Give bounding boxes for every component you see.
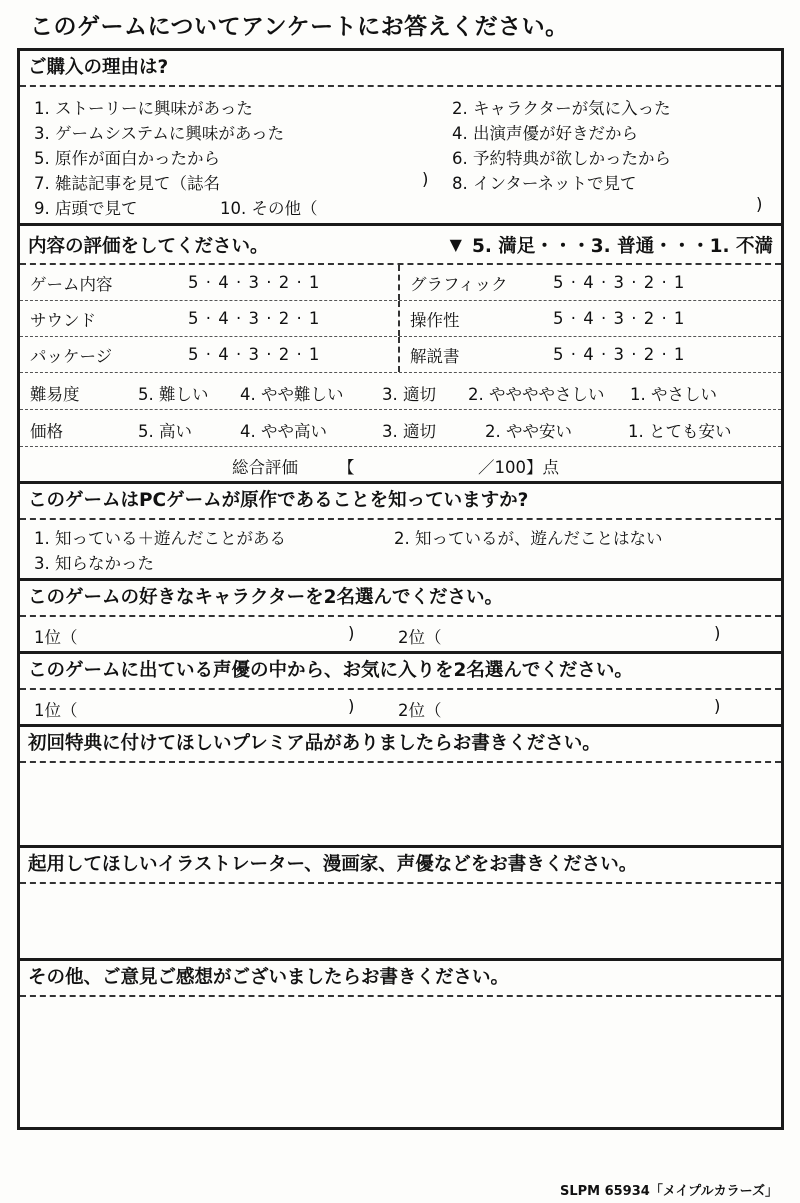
paren-close: ) xyxy=(714,624,721,643)
rating-heading: 内容の評価をしてください。 xyxy=(28,235,269,257)
rating-scale[interactable]: 5 · 4 · 3 · 2 · 1 xyxy=(553,273,686,292)
price-choice[interactable]: 4. やや高い xyxy=(240,422,327,441)
other-write-area[interactable] xyxy=(20,997,781,1127)
rating-scale[interactable]: 5 · 4 · 3 · 2 · 1 xyxy=(188,345,321,364)
purchase-option[interactable]: 9. 店頭で見て xyxy=(34,199,138,218)
purchase-option[interactable]: 6. 予約特典が欲しかったから xyxy=(452,149,671,168)
rating-row xyxy=(20,301,781,337)
survey-form xyxy=(17,48,784,1130)
page-title: このゲームについてアンケートにお答えください。 xyxy=(30,14,569,40)
fav-character-heading: このゲームの好きなキャラクターを2名選んでください。 xyxy=(20,581,781,617)
premium-write-area[interactable] xyxy=(20,763,781,845)
rating-label: グラフィック xyxy=(410,274,508,294)
triangle-down-icon: ▼ xyxy=(449,235,462,254)
purchase-heading: ご購入の理由は? xyxy=(20,51,781,87)
paren-close: ) xyxy=(348,624,355,643)
paren-close: ) xyxy=(348,697,355,716)
purchase-option[interactable]: 1. ストーリーに興味があった xyxy=(34,99,253,118)
pc-original-option[interactable]: 1. 知っている＋遊んだことがある xyxy=(34,529,286,548)
purchase-option[interactable]: 7. 雑誌記事を見て（誌名 xyxy=(34,174,220,193)
rating-scale[interactable]: 5 · 4 · 3 · 2 · 1 xyxy=(553,309,686,328)
premium-heading: 初回特典に付けてほしいプレミア品がありましたらお書きください。 xyxy=(20,727,781,763)
difficulty-choice[interactable]: 3. 適切 xyxy=(382,385,436,404)
rating-scale[interactable]: 5 · 4 · 3 · 2 · 1 xyxy=(188,273,321,292)
price-choice[interactable]: 5. 高い xyxy=(138,422,192,441)
difficulty-choice[interactable]: 2. ややややさしい xyxy=(468,385,605,404)
total-score-row xyxy=(20,447,781,481)
fav-voice-row xyxy=(20,690,781,724)
price-choice[interactable]: 1. とても安い xyxy=(628,422,732,441)
pc-original-option[interactable]: 3. 知らなかった xyxy=(34,554,154,573)
difficulty-choice[interactable]: 4. やや難しい xyxy=(240,385,344,404)
rating-label: サウンド xyxy=(30,310,96,330)
rank2-label[interactable]: 2位（ xyxy=(398,701,442,720)
total-bracket-open: 【 xyxy=(338,458,355,477)
rank1-label[interactable]: 1位（ xyxy=(34,701,78,720)
rank1-label[interactable]: 1位（ xyxy=(34,628,78,647)
rank2-label[interactable]: 2位（ xyxy=(398,628,442,647)
paren-close: ) xyxy=(422,170,429,189)
purchase-options xyxy=(20,87,781,223)
purchase-option[interactable]: 10. その他（ xyxy=(220,199,318,218)
paren-close: ) xyxy=(714,697,721,716)
total-label: 総合評価 xyxy=(232,458,298,477)
rating-row xyxy=(20,265,781,301)
fav-character-row xyxy=(20,617,781,651)
purchase-option[interactable]: 2. キャラクターが気に入った xyxy=(452,99,671,118)
rating-label: 解説書 xyxy=(410,346,460,366)
difficulty-label: 難易度 xyxy=(30,385,80,404)
paren-close: ) xyxy=(756,195,763,214)
price-choice[interactable]: 3. 適切 xyxy=(382,422,436,441)
pc-original-heading: このゲームはPCゲームが原作であることを知っていますか? xyxy=(20,484,781,520)
rating-scale[interactable]: 5 · 4 · 3 · 2 · 1 xyxy=(553,345,686,364)
rating-label: パッケージ xyxy=(30,346,113,366)
purchase-option[interactable]: 3. ゲームシステムに興味があった xyxy=(34,124,285,143)
rating-label: ゲーム内容 xyxy=(30,274,113,294)
rating-label: 操作性 xyxy=(410,310,460,330)
price-label: 価格 xyxy=(30,422,63,441)
rating-heading-row xyxy=(20,226,781,265)
total-bracket-close: ／100】点 xyxy=(478,458,559,477)
price-choice[interactable]: 2. やや安い xyxy=(485,422,572,441)
purchase-option[interactable]: 4. 出演声優が好きだから xyxy=(452,124,638,143)
difficulty-choice[interactable]: 5. 難しい xyxy=(138,385,209,404)
rating-scale[interactable]: 5 · 4 · 3 · 2 · 1 xyxy=(188,309,321,328)
purchase-option[interactable]: 5. 原作が面白かったから xyxy=(34,149,220,168)
difficulty-choice[interactable]: 1. やさしい xyxy=(630,385,717,404)
fav-voice-heading: このゲームに出ている声優の中から、お気に入りを2名選んでください。 xyxy=(20,654,781,690)
rating-scale-legend: 5. 満足・・・3. 普通・・・1. 不満 xyxy=(471,235,773,257)
purchase-option[interactable]: 8. インターネットで見て xyxy=(452,174,637,193)
product-code: SLPM 65934「メイプルカラーズ」 xyxy=(559,1184,778,1199)
pc-original-option[interactable]: 2. 知っているが、遊んだことはない xyxy=(394,529,663,548)
rating-row xyxy=(20,337,781,373)
difficulty-row xyxy=(20,373,781,410)
pc-original-options xyxy=(20,520,781,578)
staff-write-area[interactable] xyxy=(20,884,781,958)
price-row xyxy=(20,410,781,447)
staff-heading: 起用してほしいイラストレーター、漫画家、声優などをお書きください。 xyxy=(20,848,781,884)
other-heading: その他、ご意見ご感想がございましたらお書きください。 xyxy=(20,961,781,997)
